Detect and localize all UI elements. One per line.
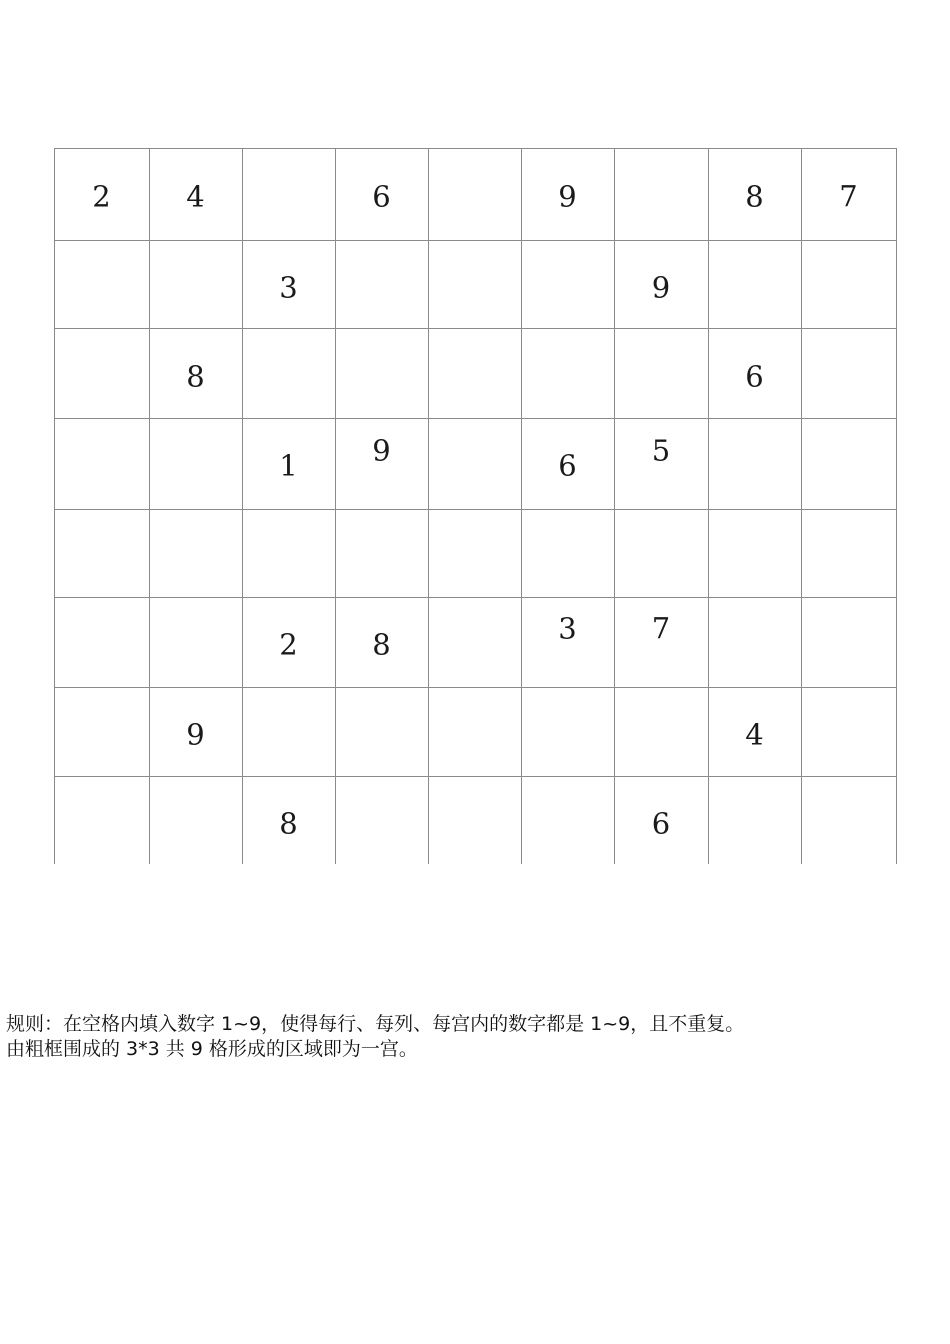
sudoku-given-digit: 6 xyxy=(745,359,764,394)
sudoku-given-digit: 8 xyxy=(745,179,764,214)
sudoku-given-digit: 9 xyxy=(186,717,205,752)
grid-vertical-line xyxy=(149,148,150,864)
grid-horizontal-line xyxy=(54,776,897,777)
sudoku-given-digit: 2 xyxy=(279,627,298,662)
grid-horizontal-line xyxy=(54,148,897,149)
sudoku-given-digit: 4 xyxy=(745,717,764,752)
rules-text xyxy=(6,1012,744,1062)
grid-vertical-line xyxy=(428,148,429,864)
sudoku-given-digit: 5 xyxy=(651,433,671,468)
sudoku-given-digit: 9 xyxy=(651,270,671,305)
sudoku-given-digit: 9 xyxy=(558,179,577,214)
grid-horizontal-line xyxy=(54,597,897,598)
sudoku-given-digit: 7 xyxy=(839,179,858,214)
sudoku-given-digit: 2 xyxy=(92,179,111,214)
sudoku-given-digit: 8 xyxy=(372,627,391,662)
grid-horizontal-line xyxy=(54,418,897,419)
sudoku-given-digit: 3 xyxy=(558,611,577,646)
grid-vertical-line xyxy=(54,148,55,864)
sudoku-given-digit: 7 xyxy=(651,611,671,646)
rules-line-2: 由粗框围成的 3*3 共 9 格形成的区域即为一宫。 xyxy=(6,1038,418,1060)
sudoku-given-digit: 6 xyxy=(651,806,671,841)
sudoku-given-digit: 8 xyxy=(186,359,205,394)
grid-horizontal-line xyxy=(54,328,897,329)
grid-vertical-line xyxy=(521,148,522,864)
sudoku-given-digit: 3 xyxy=(279,270,298,305)
grid-horizontal-line xyxy=(54,509,897,510)
grid-horizontal-line xyxy=(54,240,897,241)
sudoku-given-digit: 4 xyxy=(186,179,205,214)
sudoku-given-digit: 9 xyxy=(372,433,391,468)
sudoku-given-digit: 1 xyxy=(279,448,298,483)
sudoku-given-digit: 6 xyxy=(372,179,391,214)
grid-vertical-line xyxy=(614,148,615,864)
grid-vertical-line xyxy=(896,148,897,864)
sudoku-given-digit: 8 xyxy=(279,806,298,841)
grid-horizontal-line xyxy=(54,687,897,688)
grid-vertical-line xyxy=(708,148,709,864)
grid-vertical-line xyxy=(335,148,336,864)
sudoku-given-digit: 6 xyxy=(558,448,577,483)
grid-vertical-line xyxy=(801,148,802,864)
rules-line-1: 规则：在空格内填入数字 1~9，使得每行、每列、每宫内的数字都是 1~9，且不重复。 xyxy=(6,1013,745,1035)
grid-vertical-line xyxy=(242,148,243,864)
